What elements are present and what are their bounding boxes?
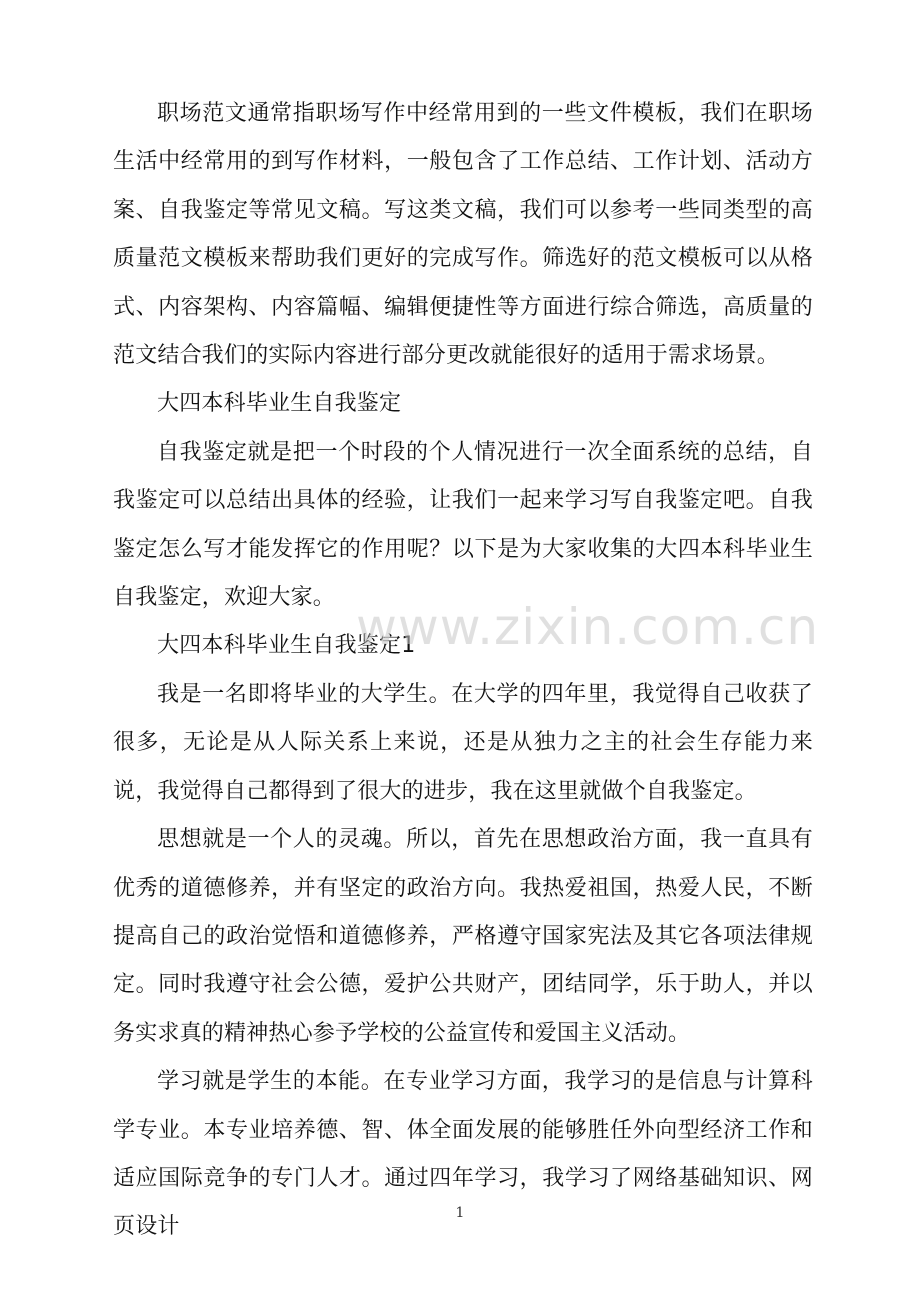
- body-paragraph-1: 我是一名即将毕业的大学生。在大学的四年里，我觉得自己收获了很多，无论是从人际关系上来说，还是从独力之主的社会生存能力来说，我觉得自己都得到了很大的进步，我在这里就做个自我鉴定。: [113, 681, 813, 804]
- subsection-heading: 大四本科毕业生自我鉴定1: [157, 633, 416, 659]
- section-heading: 大四本科毕业生自我鉴定: [157, 391, 402, 417]
- intro-paragraph: 职场范文通常指职场写作中经常用到的一些文件模板，我们在职场生活中经常用的到写作材料，一般包含了工作总结、工作计划、活动方案、自我鉴定等常见文稿。写这类文稿，我们可以参考一些同类型的高质量范文模板来帮助我们更好的完成写作。筛选好的范文模板可以从格式、内容架构、内容篇幅、编辑便捷性等方面进行综合筛选，高质量的范文结合我们的实际内容进行部分更改就能很好的适用于需求场景。: [113, 101, 813, 369]
- watermark: www.zixin.com.cn: [356, 598, 820, 656]
- document-body: [113, 90, 813, 1252]
- page-number: 1: [455, 1205, 465, 1221]
- body-paragraph-3: 学习就是学生的本能。在专业学习方面，我学习的是信息与计算科学专业。本专业培养德、智、体全面发展的能够胜任外向型经济工作和适应国际竞争的专门人才。通过四年学习，我学习了网络基础知识、网页设计: [113, 1069, 813, 1240]
- summary-paragraph: 自我鉴定就是把一个时段的个人情况进行一次全面系统的总结，自我鉴定可以总结出具体的经验，让我们一起来学习写自我鉴定吧。自我鉴定怎么写才能发挥它的作用呢？以下是为大家收集的大四本科毕业生自我鉴定，欢迎大家。: [113, 439, 813, 611]
- body-paragraph-2: 思想就是一个人的灵魂。所以，首先在思想政治方面，我一直具有优秀的道德修养，并有坚定的政治方向。我热爱祖国，热爱人民，不断提高自己的政治觉悟和道德修养，严格遵守国家宪法及其它各项法律规定。同时我遵守社会公德，爱护公共财产，团结同学，乐于助人，并以务实求真的精神热心参予学校的公益宣传和爱国主义活动。: [113, 827, 813, 1046]
